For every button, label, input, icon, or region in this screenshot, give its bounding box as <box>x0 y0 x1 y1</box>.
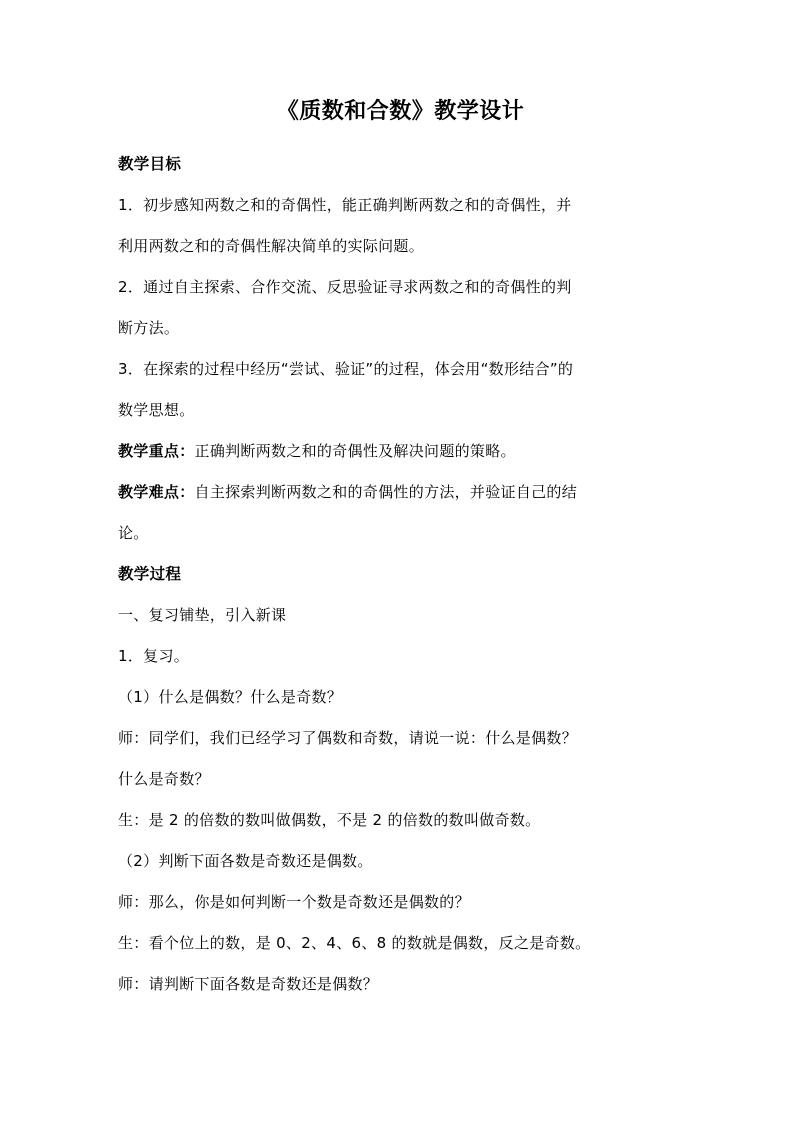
teacher-line-3: 师：请判断下面各数是奇数还是偶数？ <box>118 975 379 993</box>
objective-3-line-2: 数学思想。 <box>118 401 195 419</box>
difficulty-paragraph <box>118 472 683 513</box>
objective-2-line-1: 2．通过自主探索、合作交流、反思验证寻求两数之和的奇偶性的判 <box>118 278 572 296</box>
key-point-text: 正确判断两数之和的奇偶性及解决问题的策略。 <box>194 442 516 460</box>
objective-1-line-1: 1．初步感知两数之和的奇偶性，能正确判断两数之和的奇偶性，并 <box>118 196 572 214</box>
student-line-1: 生：是 2 的倍数的数叫做偶数，不是 2 的倍数的数叫做奇数。 <box>118 811 541 829</box>
process-question-1: （1）什么是偶数？什么是奇数？ <box>118 688 343 706</box>
teacher-line-1-continued: 什么是奇数？ <box>118 770 210 788</box>
difficulty-text-line-2: 论。 <box>118 524 149 542</box>
teacher-line-1: 师：同学们，我们已经学习了偶数和奇数，请说一说：什么是偶数？ <box>118 729 578 747</box>
student-line-2: 生：看个位上的数，是 0、2、4、6、8 的数就是偶数，反之是奇数。 <box>118 934 591 952</box>
objective-2-line-2: 断方法。 <box>118 319 180 337</box>
key-point-paragraph <box>118 431 683 472</box>
process-heading: 教学过程 <box>118 565 182 583</box>
objectives-heading: 教学目标 <box>118 155 182 173</box>
difficulty-label: 教学难点： <box>118 483 195 501</box>
document-body <box>118 98 683 1005</box>
process-question-2: （2）判断下面各数是奇数还是偶数。 <box>118 852 373 870</box>
document-title: 《质数和合数》教学设计 <box>276 99 525 124</box>
process-step-1: 1．复习。 <box>118 647 190 665</box>
process-section-1: 一、复习铺垫，引入新课 <box>118 606 287 624</box>
difficulty-text-line-1: 自主探索判断两数之和的奇偶性的方法，并验证自己的结 <box>194 483 578 501</box>
key-point-label: 教学重点： <box>118 442 195 460</box>
objective-1-line-2: 利用两数之和的奇偶性解决简单的实际问题。 <box>118 237 425 255</box>
teacher-line-2: 师：那么，你是如何判断一个数是奇数还是偶数的？ <box>118 893 470 911</box>
objective-3-line-1: 3．在探索的过程中经历“尝试、验证”的过程，体会用“数形结合”的 <box>118 360 574 378</box>
